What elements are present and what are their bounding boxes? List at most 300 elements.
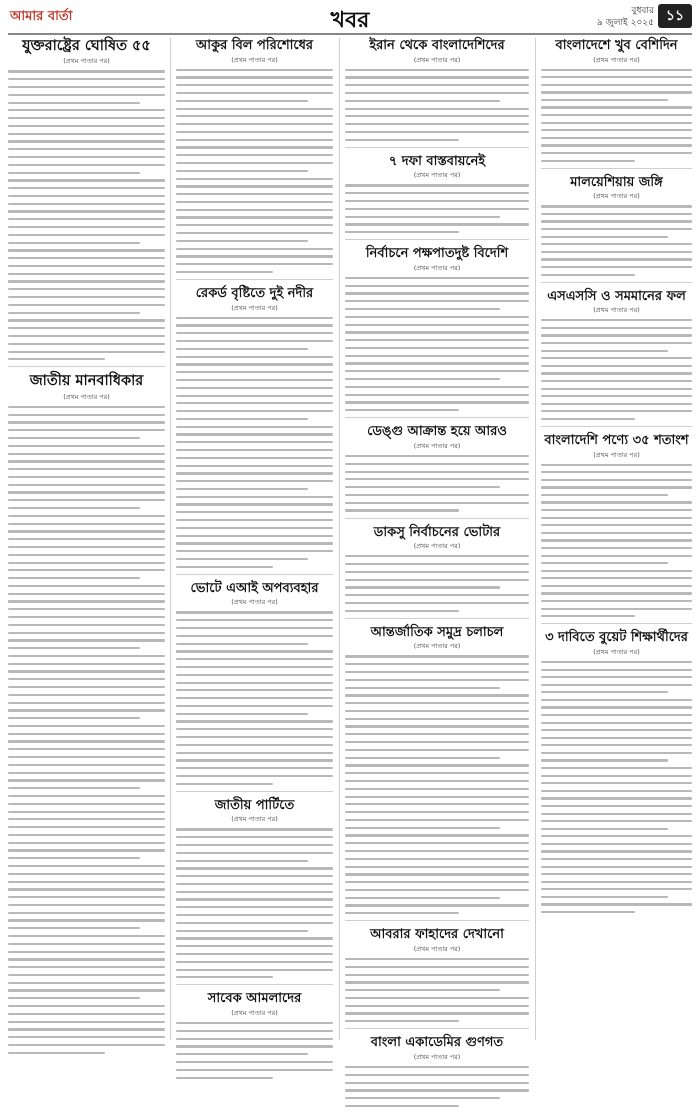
text-line [345, 796, 529, 798]
text-line [541, 274, 635, 276]
text-line [8, 982, 165, 984]
text-line [345, 394, 529, 396]
article-separator [541, 168, 692, 169]
article-headline[interactable]: যুক্তরাষ্ট্রের ঘোষিত ৫৫ [22, 38, 151, 54]
article-headline[interactable]: বাংলা একাডেমির গুণগত [370, 1035, 504, 1051]
column-divider [170, 38, 171, 1040]
text-line [8, 904, 165, 906]
text-line [345, 741, 529, 743]
article-headline[interactable]: সাবেক আমলাদের [207, 991, 302, 1007]
article-separator [345, 239, 529, 240]
text-line [176, 689, 333, 691]
article-headline[interactable]: রেকর্ড বৃষ্টিতে দুই নদীর [195, 286, 314, 302]
text-line [8, 1013, 165, 1015]
text-line [345, 1105, 459, 1107]
article-separator [345, 147, 529, 148]
article [176, 38, 333, 280]
text-line [8, 686, 165, 688]
text-line [345, 966, 529, 968]
text-line [541, 327, 692, 329]
text-line [345, 1097, 500, 1099]
text-line [8, 951, 165, 953]
article-headline[interactable]: আকুর বিল পরিশোধের [195, 38, 314, 53]
text-line [176, 100, 308, 102]
text-line [541, 729, 692, 731]
article [345, 154, 529, 240]
day-label: বুধবার [631, 6, 654, 16]
article-headline[interactable]: বাংলাদেশে খুব বেশিদিন [555, 38, 678, 53]
text-line [345, 184, 529, 186]
text-line [345, 873, 529, 875]
text-line [8, 562, 165, 564]
text-line [176, 1038, 333, 1040]
text-line [541, 737, 692, 739]
text-line [345, 827, 500, 829]
text-line [176, 650, 333, 652]
text-line [176, 852, 333, 854]
text-line [8, 484, 165, 486]
text-line [176, 720, 333, 722]
text-line [541, 850, 692, 852]
text-line [176, 92, 333, 94]
article [541, 38, 692, 169]
article-headline[interactable]: ডেঙ্গু আক্রান্ত হয়ে আরও [367, 424, 507, 440]
text-line [8, 826, 165, 828]
article [345, 424, 529, 518]
text-line [8, 468, 165, 470]
article [8, 373, 165, 1053]
text-line [541, 570, 692, 572]
text-line [176, 255, 333, 257]
article-body [8, 70, 165, 360]
text-line [345, 655, 529, 657]
text-line [176, 240, 308, 242]
column-divider [535, 38, 536, 1040]
text-line [176, 108, 333, 110]
column-divider [339, 38, 340, 1040]
text-line [176, 953, 333, 955]
text-line [541, 205, 692, 207]
text-line [345, 555, 529, 557]
text-line [8, 304, 165, 306]
text-line [8, 1028, 165, 1030]
text-line [176, 441, 333, 443]
article-body [345, 184, 529, 233]
text-line [345, 803, 529, 805]
text-line [8, 569, 165, 571]
text-line [8, 733, 165, 735]
text-line [345, 663, 529, 665]
text-line [345, 1066, 529, 1068]
text-line [541, 106, 692, 108]
article-headline[interactable]: বাংলাদেশি পণ্যে ৩৫ শতাংশ [544, 433, 689, 448]
article-continuation-note: (প্রথম পাতার পর) [63, 392, 110, 401]
text-line [345, 300, 529, 302]
text-line [176, 883, 333, 885]
article-separator [345, 518, 529, 519]
text-line [541, 251, 692, 253]
article [541, 175, 692, 283]
text-line [176, 395, 333, 397]
text-line [345, 997, 529, 999]
text-line [8, 958, 165, 960]
text-line [345, 586, 500, 588]
article-headline[interactable]: মালয়েশিয়ায় জঙ্গি [570, 174, 663, 190]
text-line [345, 679, 529, 681]
text-line [345, 355, 529, 357]
text-line [541, 858, 692, 860]
text-line [8, 896, 165, 898]
text-line [541, 486, 692, 488]
text-line [176, 356, 333, 358]
text-line [8, 600, 165, 602]
text-line [176, 465, 333, 467]
article-headline[interactable]: ইরান থেকে বাংলাদেশিদের [369, 38, 505, 53]
text-line [345, 834, 529, 836]
article [176, 991, 333, 1078]
text-line [541, 911, 635, 913]
text-line [176, 728, 333, 730]
text-line [176, 170, 308, 172]
text-line [541, 129, 692, 131]
article-headline[interactable]: নির্বাচনে পক্ষপাতদুষ্ট বিদেশি [365, 246, 509, 262]
article [8, 38, 165, 367]
article-continuation-note: (প্রথম পাতার পর) [413, 642, 461, 651]
text-line [541, 509, 692, 511]
text-line [176, 154, 333, 156]
text-line [541, 372, 692, 374]
article [345, 625, 529, 922]
text-line [8, 358, 105, 360]
text-line [8, 319, 165, 321]
text-line [8, 624, 165, 626]
text-line [176, 844, 333, 846]
text-line [8, 164, 165, 166]
text-line [345, 981, 529, 983]
article [345, 1035, 529, 1107]
text-line [345, 231, 459, 233]
text-line [176, 123, 333, 125]
text-line [541, 888, 692, 890]
text-line [345, 687, 500, 689]
text-line [8, 1036, 165, 1038]
article-headline[interactable]: ৭ দফা বাস্তবায়নেই [388, 153, 486, 169]
text-line [8, 195, 165, 197]
text-line [176, 713, 308, 715]
text-line [541, 266, 692, 268]
article-continuation-note: (প্রথম পাতার পর) [231, 815, 278, 824]
text-line [8, 288, 165, 290]
text-line [176, 146, 333, 148]
text-line [345, 958, 529, 960]
text-line [345, 478, 529, 480]
text-line [176, 248, 333, 250]
article-body [345, 958, 529, 1022]
text-line [8, 133, 165, 135]
text-line [541, 835, 692, 837]
text-line [8, 156, 165, 158]
text-line [8, 974, 165, 976]
text-line [541, 69, 692, 71]
text-line [176, 767, 333, 769]
text-line [8, 499, 165, 501]
article-body [176, 611, 333, 784]
article-separator [345, 417, 529, 418]
text-line [176, 1061, 333, 1063]
text-line [345, 889, 529, 891]
text-line [176, 867, 333, 869]
text-line [176, 472, 333, 474]
text-line [8, 647, 140, 649]
article-continuation-note: (প্রথম পাতার পর) [63, 57, 110, 66]
text-line [176, 875, 333, 877]
text-line [541, 517, 692, 519]
text-line [176, 1069, 333, 1071]
text-line [541, 881, 692, 883]
text-line [8, 102, 140, 104]
text-line [8, 787, 140, 789]
text-line [176, 674, 333, 676]
text-line [176, 643, 308, 645]
text-line [176, 324, 333, 326]
text-line [176, 232, 333, 234]
text-line [176, 658, 333, 660]
text-line [8, 881, 165, 883]
article-headline[interactable]: জাতীয় পার্টিতে [214, 797, 295, 813]
text-line [176, 759, 333, 761]
article [176, 798, 333, 986]
text-line [541, 714, 692, 716]
article-body [345, 277, 529, 411]
text-line [8, 857, 140, 859]
text-line [541, 903, 692, 905]
text-line [176, 922, 333, 924]
text-line [345, 1089, 529, 1091]
text-line [345, 200, 529, 202]
text-line [345, 316, 529, 318]
text-line [8, 748, 165, 750]
column-3 [345, 38, 529, 1113]
text-line [541, 555, 692, 557]
text-line [345, 1012, 529, 1014]
text-line [345, 216, 500, 218]
text-line [541, 759, 668, 761]
text-line [176, 511, 333, 513]
text-line [345, 370, 529, 372]
text-line [176, 224, 333, 226]
text-line [541, 873, 692, 875]
text-line [345, 842, 529, 844]
text-line [8, 218, 165, 220]
text-line [345, 331, 529, 333]
article-body [541, 205, 692, 275]
article [176, 581, 333, 792]
text-line [541, 91, 692, 93]
text-line [176, 1030, 333, 1032]
text-line [176, 736, 333, 738]
text-line [8, 476, 165, 478]
text-line [345, 757, 500, 759]
text-line [541, 258, 692, 260]
text-line [8, 632, 165, 634]
text-line [8, 997, 140, 999]
text-line [541, 767, 692, 769]
text-line [8, 460, 165, 462]
text-line [345, 123, 529, 125]
text-line [8, 1044, 165, 1046]
text-line [176, 611, 333, 613]
text-line [345, 108, 529, 110]
text-line [176, 945, 333, 947]
article-continuation-note: (প্রথম পাতার পর) [593, 55, 640, 64]
article-separator [541, 426, 692, 427]
text-line [345, 694, 529, 696]
text-line [541, 706, 692, 708]
text-line [8, 764, 165, 766]
article-headline[interactable]: ৩ দাবিতে বুয়েট শিক্ষার্থীদের [545, 630, 688, 646]
text-line [176, 961, 333, 963]
article-headline[interactable]: আবরার ফাহাদের দেখানো [370, 927, 504, 943]
article-separator [8, 366, 165, 367]
text-line [345, 610, 459, 612]
text-line [8, 210, 165, 212]
article [176, 286, 333, 575]
text-line [541, 600, 692, 602]
article-body [176, 1022, 333, 1079]
text-line [541, 464, 692, 466]
article-headline[interactable]: আন্তর্জাতিক সমুদ্র চলাচল [370, 624, 504, 640]
text-line [345, 463, 529, 465]
text-line [176, 162, 333, 164]
text-line [8, 546, 165, 548]
text-line [345, 1005, 529, 1007]
text-line [8, 172, 140, 174]
text-line [8, 226, 165, 228]
text-line [541, 775, 692, 777]
text-line [176, 317, 333, 319]
article-continuation-note: (প্রথম পাতার পর) [413, 1053, 461, 1062]
text-line [345, 292, 529, 294]
text-line [345, 76, 529, 78]
text-line [8, 406, 165, 408]
text-line [8, 109, 165, 111]
text-line [541, 828, 668, 830]
text-line [541, 357, 692, 359]
text-line [8, 140, 165, 142]
article-headline[interactable]: ভোটে এআই অপব্যবহার [190, 580, 319, 596]
text-line [8, 702, 165, 704]
text-line [8, 187, 165, 189]
text-line [345, 100, 500, 102]
text-line [176, 348, 308, 350]
text-line [8, 234, 165, 236]
text-line [541, 213, 692, 215]
text-line [8, 873, 165, 875]
article-continuation-note: (প্রথম পাতার পর) [413, 171, 461, 180]
date-block [597, 5, 654, 29]
text-line [176, 744, 333, 746]
text-line [176, 682, 333, 684]
text-line [345, 277, 529, 279]
article-continuation-note: (প্রথম পাতার পর) [231, 1009, 278, 1018]
article-body [176, 317, 333, 568]
article [541, 433, 692, 624]
text-line [345, 912, 459, 914]
text-line [8, 795, 165, 797]
text-line [541, 137, 692, 139]
text-line [8, 70, 165, 72]
text-line [176, 535, 333, 537]
text-line [541, 661, 692, 663]
text-line [345, 223, 529, 225]
text-line [176, 775, 333, 777]
text-line [176, 1022, 333, 1024]
date-label: ৯ জুলাই ২০২৫ [596, 18, 654, 28]
text-line [345, 409, 459, 411]
text-line [176, 898, 333, 900]
text-line [176, 914, 333, 916]
article-body [541, 661, 692, 913]
text-line [176, 503, 333, 505]
text-line [541, 744, 692, 746]
text-line [541, 342, 692, 344]
text-line [541, 813, 692, 815]
text-line [8, 343, 165, 345]
text-line [8, 655, 165, 657]
article-body [541, 464, 692, 618]
text-line [176, 488, 308, 490]
text-line [176, 635, 333, 637]
text-line [541, 410, 692, 412]
text-line [8, 935, 165, 937]
text-line [345, 471, 529, 473]
text-line [541, 820, 692, 822]
article-body [176, 828, 333, 978]
text-line [176, 379, 333, 381]
text-line [541, 418, 635, 420]
text-line [8, 125, 165, 127]
text-line [8, 257, 165, 259]
text-line [345, 84, 529, 86]
text-line [541, 539, 692, 541]
text-line [345, 401, 529, 403]
article-headline[interactable]: এসএসসি ও সমমানের ফল [547, 288, 686, 304]
text-line [176, 387, 333, 389]
column-2 [176, 38, 333, 1084]
article-headline[interactable]: ডাকসু নির্বাচনের ভোটার [373, 524, 501, 540]
text-line [176, 340, 333, 342]
article-headline[interactable]: জাতীয় মানবাধিকার [29, 373, 144, 390]
text-line [176, 185, 333, 187]
text-line [8, 351, 165, 353]
text-line [8, 203, 165, 205]
page-number-badge: ১১ [658, 4, 692, 28]
text-line [8, 242, 140, 244]
text-line [8, 577, 140, 579]
text-line [8, 608, 165, 610]
text-line [8, 585, 165, 587]
text-line [8, 249, 165, 251]
text-line [8, 312, 140, 314]
text-line [176, 906, 333, 908]
text-line [345, 788, 529, 790]
text-line [176, 527, 333, 529]
text-line [541, 805, 692, 807]
article-continuation-note: (প্রথম পাতার পর) [231, 598, 278, 607]
text-line [8, 86, 165, 88]
text-line [8, 772, 165, 774]
text-line [345, 772, 529, 774]
